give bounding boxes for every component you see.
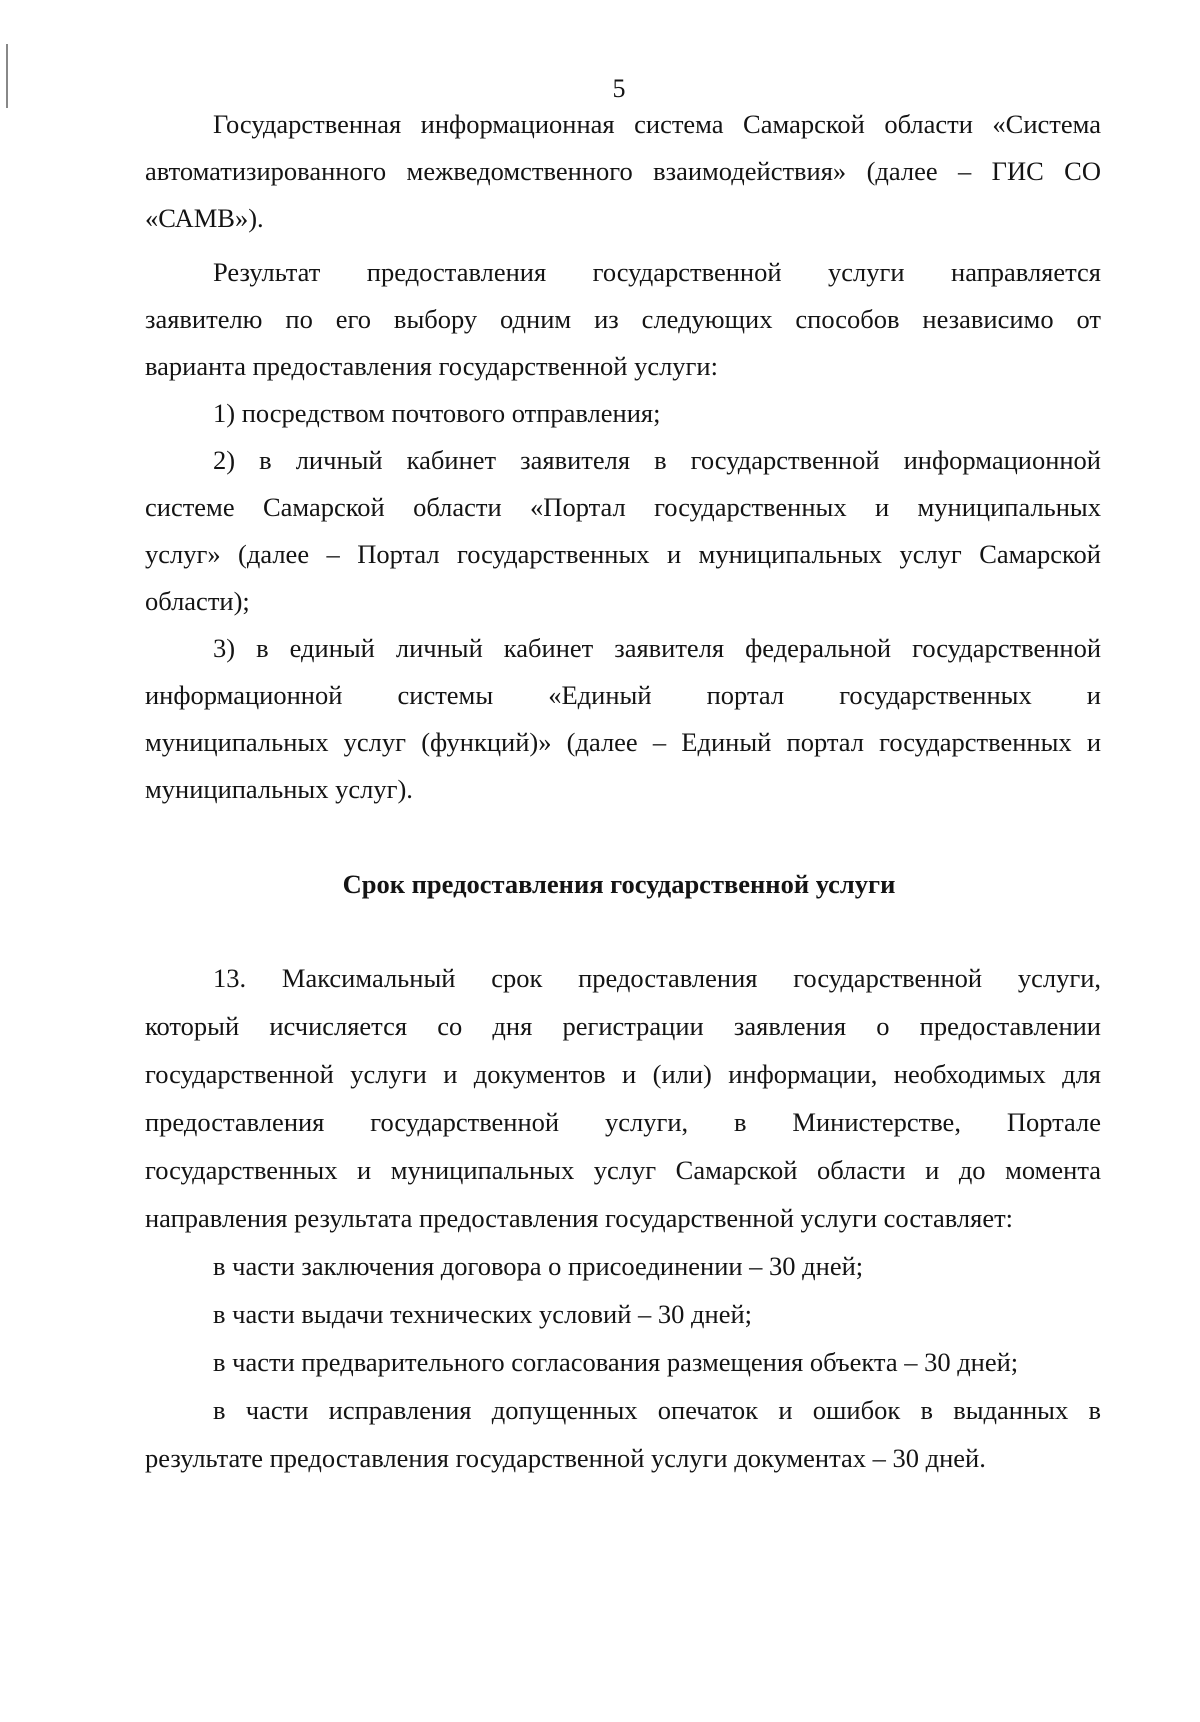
paragraph-line: Результат предоставления государственной услуги направляется <box>213 257 1101 287</box>
paragraph-line: Государственная информационная система Самарской области «Система <box>213 109 1101 139</box>
list-item-line: области); <box>145 586 250 616</box>
paragraph-line: варианта предоставления государственной услуги: <box>145 351 718 381</box>
page-number: 5 <box>612 74 626 103</box>
list-item-line: 3) в единый личный кабинет заявителя федеральной государственной <box>213 633 1101 663</box>
list-item-line: в части исправления допущенных опечаток и ошибок в выданных в <box>213 1395 1101 1425</box>
list-item-line: услуг» (далее – Портал государственных и муниципальных услуг Самарской <box>145 539 1101 569</box>
list-item-line: муниципальных услуг (функций)» (далее – Единый портал государственных и <box>145 727 1101 757</box>
list-item-line: 1) посредством почтового отправления; <box>213 398 661 428</box>
paragraph-line: государственных и муниципальных услуг Самарской области и до момента <box>145 1155 1101 1185</box>
paragraph-line: «САМВ»). <box>145 203 264 233</box>
section-heading: Срок предоставления государственной услуги <box>342 869 896 899</box>
list-item-line: 2) в личный кабинет заявителя в государственной информационной <box>213 445 1101 475</box>
paragraph-line: 13. Максимальный срок предоставления государственной услуги, <box>213 963 1101 993</box>
list-item-line: муниципальных услуг). <box>145 774 413 804</box>
list-item-line: в части выдачи технических условий – 30 дней; <box>213 1299 753 1329</box>
list-item-line: информационной системы «Единый портал государственных и <box>145 680 1101 710</box>
paragraph-line: который исчисляется со дня регистрации заявления о предоставлении <box>145 1011 1101 1041</box>
paragraph-line: предоставления государственной услуги, в Министерстве, Портале <box>145 1107 1101 1137</box>
paragraph-line: государственной услуги и документов и (или) информации, необходимых для <box>145 1059 1101 1089</box>
list-item-line: в части предварительного согласования размещения объекта – 30 дней; <box>213 1347 1019 1377</box>
paragraph-line: направления результата предоставления государственной услуги составляет: <box>145 1203 1014 1233</box>
paragraph-line: автоматизированного межведомственного взаимодействия» (далее – ГИС СО <box>145 156 1101 186</box>
list-item-line: системе Самарской области «Портал государственных и муниципальных <box>145 492 1101 522</box>
list-item-line: результате предоставления государственной услуги документах – 30 дней. <box>145 1443 986 1473</box>
list-item-line: в части заключения договора о присоединении – 30 дней; <box>213 1251 864 1281</box>
paragraph-line: заявителю по его выбору одним из следующих способов независимо от <box>145 304 1101 334</box>
